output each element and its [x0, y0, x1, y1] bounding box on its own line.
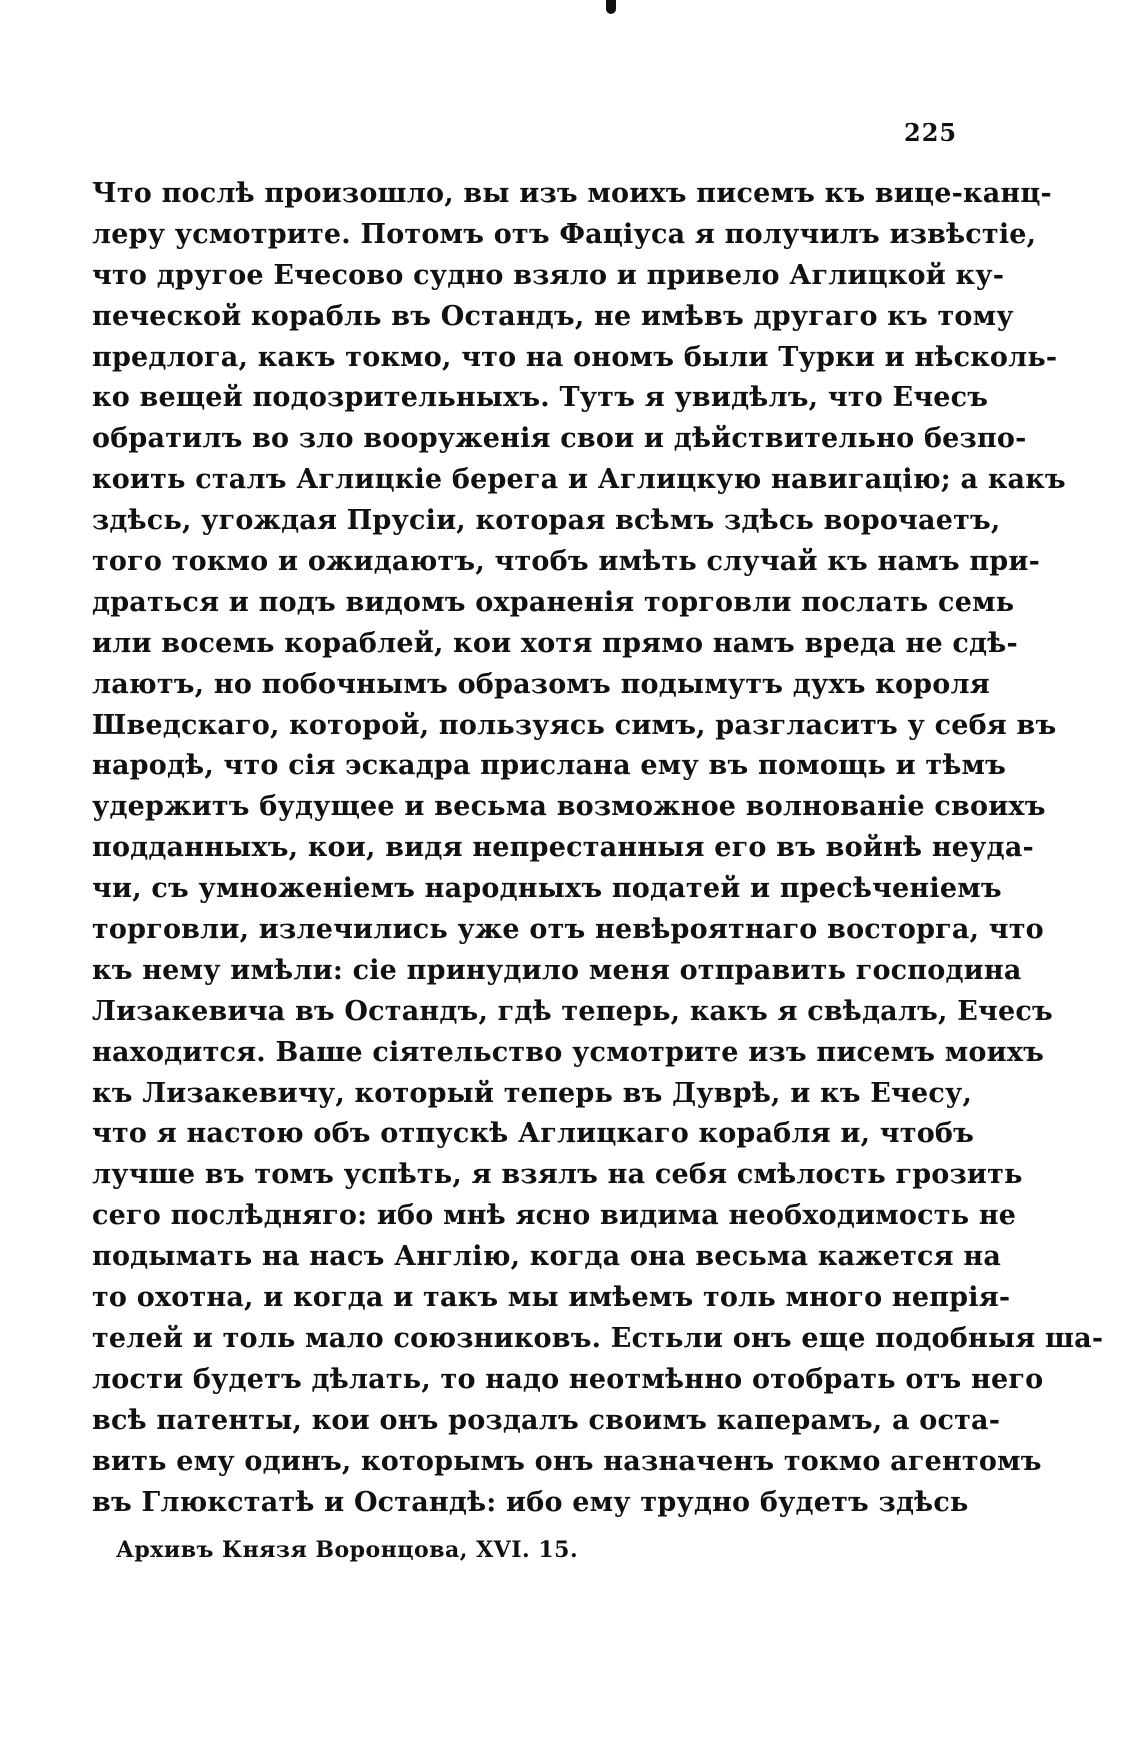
- body-text: [92, 174, 1104, 1523]
- text-line: въ Глюкстатѣ и Остандѣ: ибо ему трудно будетъ здѣсь: [92, 1486, 969, 1518]
- text-line: предлога, какъ токмо, что на ономъ были Турки и нѣсколь-: [92, 341, 1058, 373]
- text-line: драться и подъ видомъ охраненія торговли послать семь: [92, 586, 1015, 618]
- page-number: 225: [904, 118, 958, 147]
- text-line: всѣ патенты, кои онъ роздалъ своимъ каперамъ, а оста-: [92, 1404, 1001, 1436]
- text-line: то охотна, и когда и такъ мы имѣемъ толь много непрія-: [92, 1282, 1011, 1314]
- text-line: телей и толь мало союзниковъ. Естьли онъ еще подобныя ша-: [92, 1322, 1104, 1354]
- text-line: леру усмотрите. Потомъ отъ Фаціуса я получилъ извѣстіе,: [92, 218, 1037, 250]
- text-line: сего послѣдняго: ибо мнѣ ясно видима необходимость не: [92, 1200, 1017, 1232]
- text-line: лучше въ томъ успѣть, я взялъ на себя смѣлость грозить: [92, 1159, 1023, 1191]
- text-line: находится. Ваше сіятельство усмотрите изъ писемъ моихъ: [92, 1036, 1045, 1068]
- text-line: обратилъ во зло вооруженія свои и дѣйствительно безпо-: [92, 423, 1027, 455]
- text-line: что другое Ечесово судно взяло и привело Аглицкой ку-: [92, 259, 1005, 291]
- text-line: ко вещей подозрительныхъ. Тутъ я увидѣлъ, что Ечесъ: [92, 382, 989, 414]
- text-line: печеской корабль въ Остандъ, не имѣвъ другаго къ тому: [92, 300, 1014, 332]
- text-line: вить ему одинъ, которымъ онъ назначенъ токмо агентомъ: [92, 1445, 1042, 1477]
- text-line: коить сталъ Аглицкіе берега и Аглицкую навигацію; а какъ: [92, 464, 1066, 496]
- text-line: къ нему имѣли: сіе принудило меня отправить господина: [92, 954, 1022, 986]
- text-line: народѣ, что сія эскадра прислана ему въ помощь и тѣмъ: [92, 750, 1007, 782]
- text-line: торговли, излечились уже отъ невѣроятнаго восторга, что: [92, 914, 1044, 946]
- text-line: подымать на насъ Англію, когда она весьма кажется на: [92, 1241, 1002, 1273]
- text-line: къ Лизакевичу, который теперь въ Дуврѣ, и къ Ечесу,: [92, 1077, 973, 1109]
- ink-mark: [606, 0, 616, 14]
- text-line: Шведскаго, которой, пользуясь симъ, разгласитъ у себя въ: [92, 709, 1057, 741]
- text-line: того токмо и ожидаютъ, чтобъ имѣть случай къ намъ при-: [92, 546, 1041, 578]
- text-line: здѣсь, угождая Прусіи, которая всѣмъ здѣсь ворочаетъ,: [92, 505, 1001, 537]
- text-line: Лизакевича въ Остандъ, гдѣ теперь, какъ я свѣдалъ, Ечесъ: [92, 995, 1053, 1027]
- text-line: чи, съ умноженіемъ народныхъ податей и пресѣченіемъ: [92, 873, 1002, 905]
- text-line: Что послѣ произошло, вы изъ моихъ писемъ къ вице-канц-: [92, 178, 1052, 209]
- text-line: или восемь кораблей, кои хотя прямо намъ вреда не сдѣ-: [92, 627, 1018, 659]
- text-line: лаютъ, но побочнымъ образомъ подымутъ духъ короля: [92, 668, 990, 700]
- text-line: что я настою объ отпускѣ Аглицкаго корабля и, чтобъ: [92, 1118, 975, 1150]
- text-line: удержитъ будущее и весьма возможное волнованіе своихъ: [92, 791, 1046, 823]
- footer-reference: Архивъ Князя Воронцова, XVI. 15.: [116, 1537, 579, 1563]
- text-line: лости будетъ дѣлать, то надо неотмѣнно отобрать отъ него: [92, 1363, 1044, 1395]
- text-line: подданныхъ, кои, видя непрестанныя его въ войнѣ неуда-: [92, 832, 1034, 864]
